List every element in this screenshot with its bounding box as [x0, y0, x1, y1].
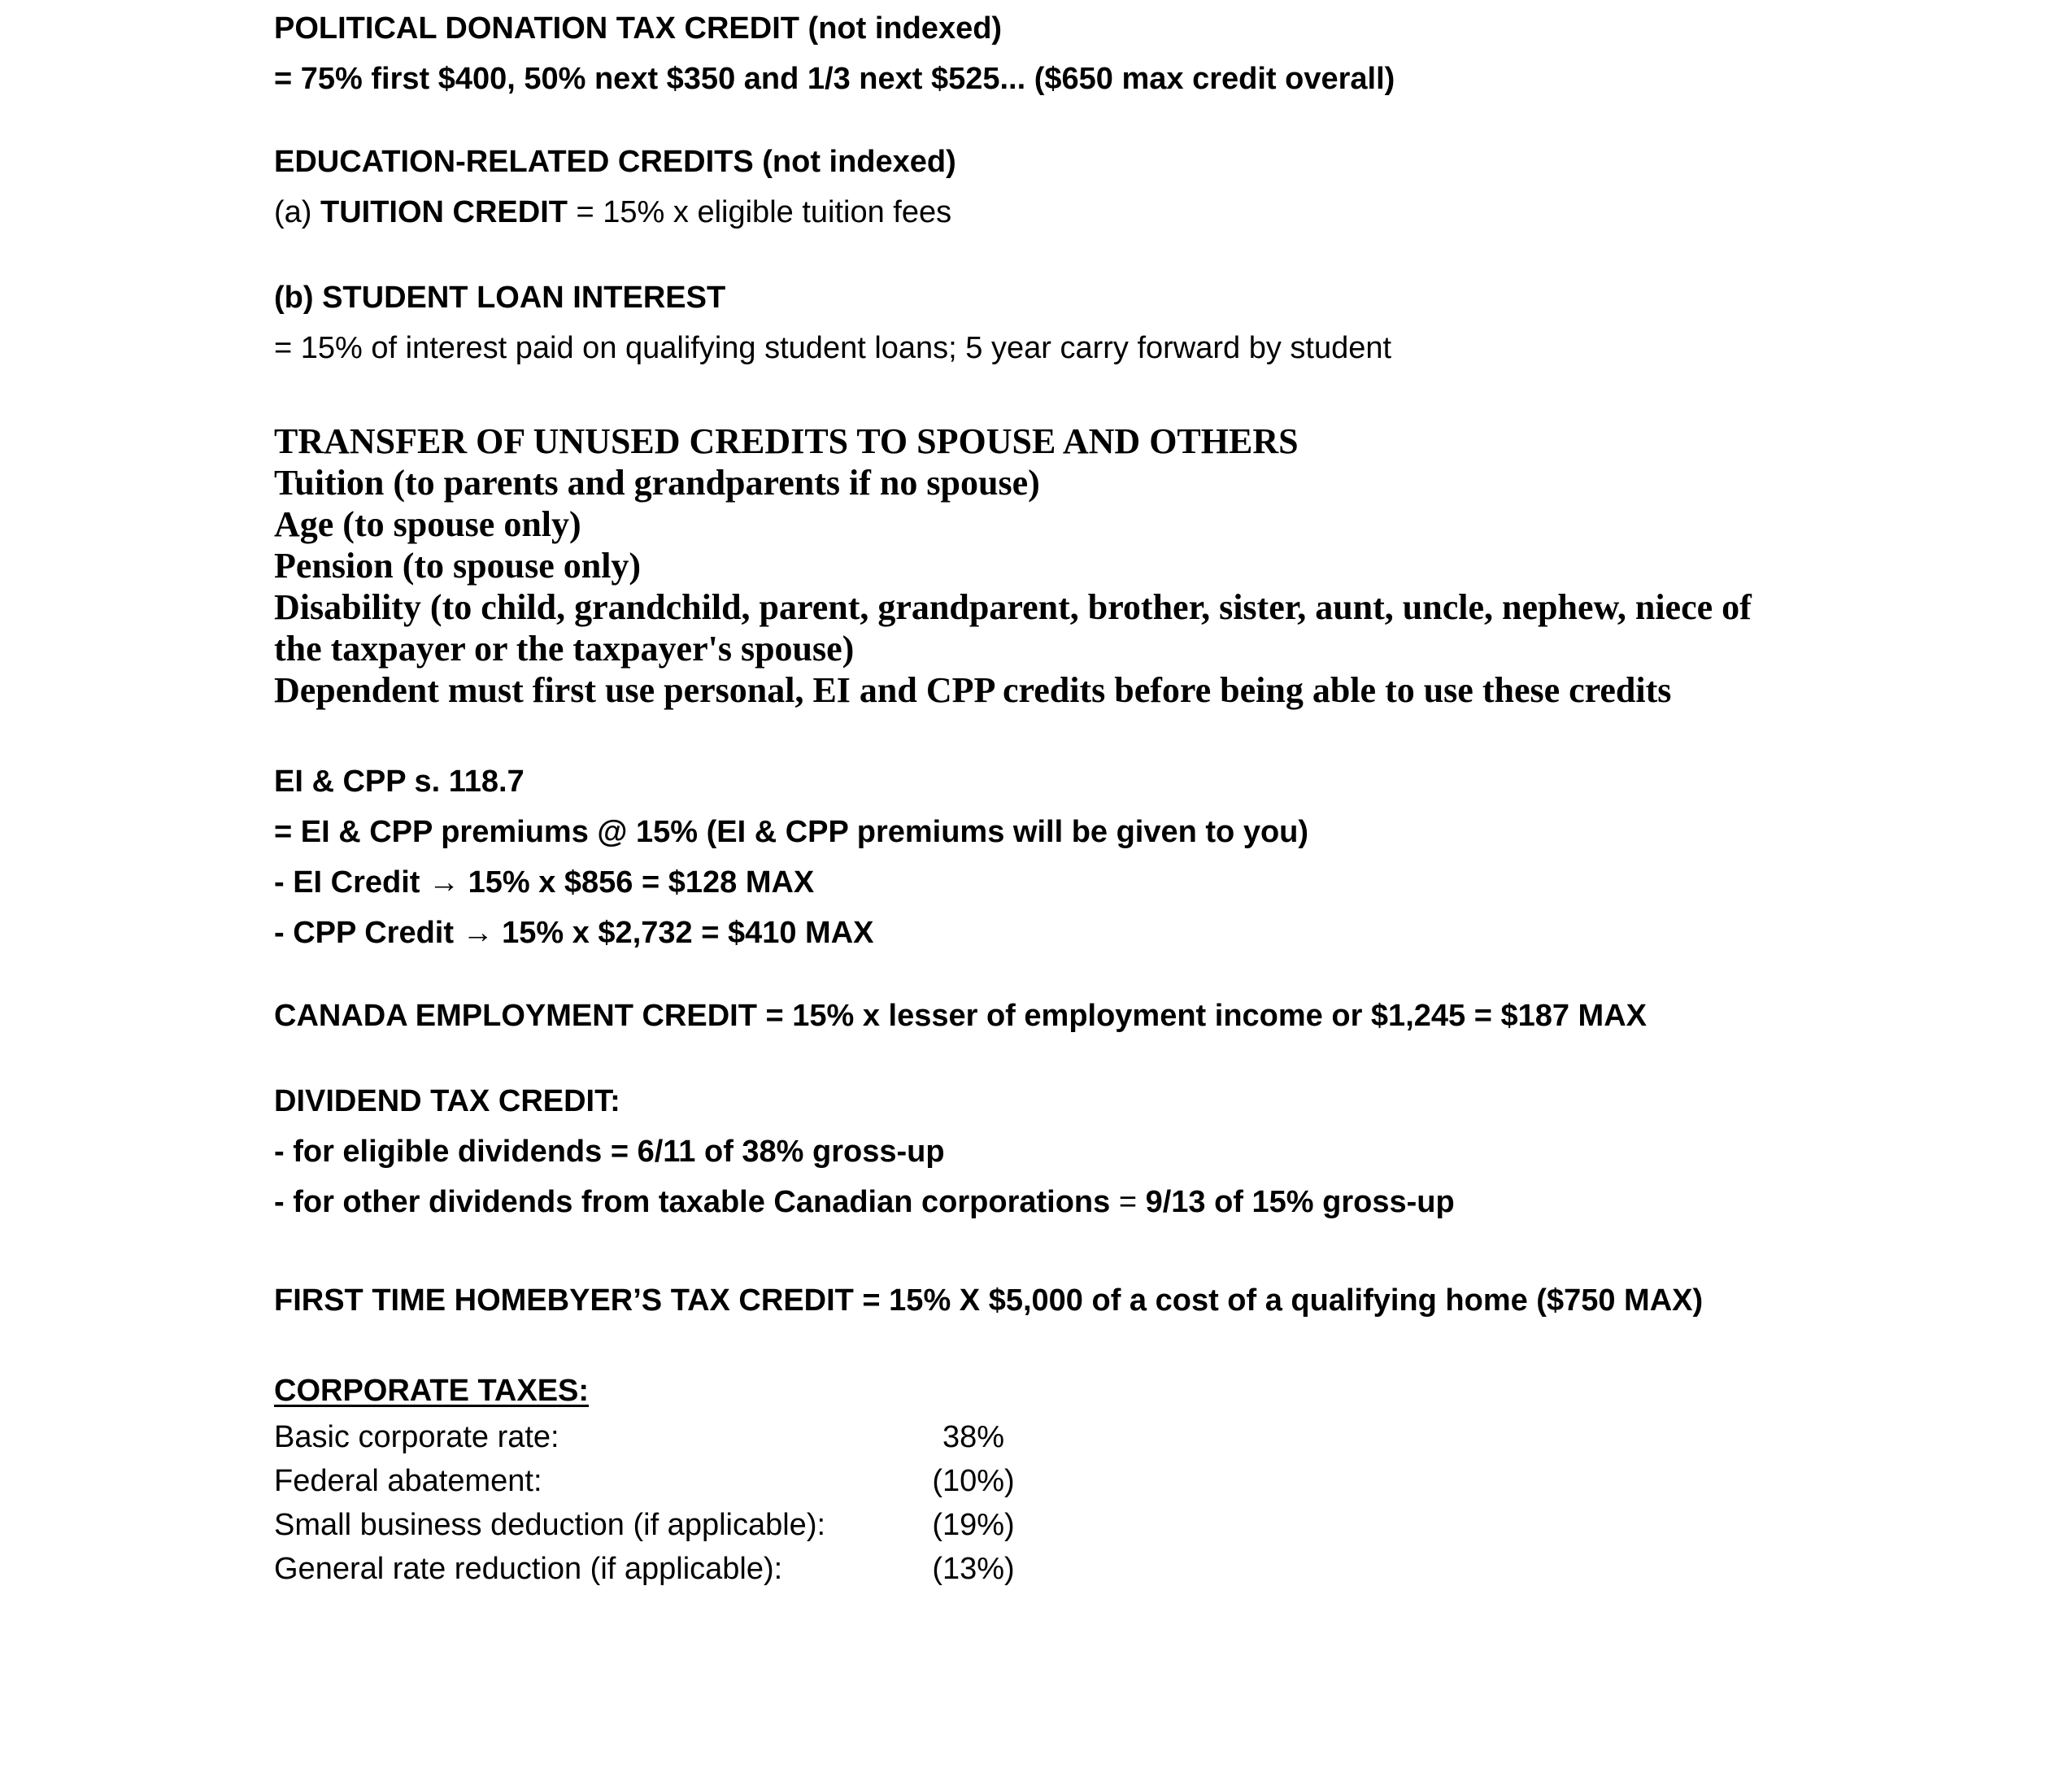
dividend-other-line — [274, 1177, 1455, 1227]
tuition-credit-line — [274, 187, 956, 237]
political-donation-title: POLITICAL DONATION TAX CREDIT (not indexed) — [274, 11, 1003, 46]
student-loan-section — [274, 272, 1391, 373]
education-credits-section — [274, 137, 956, 237]
dividend-other-value: 9/13 of 15% gross-up — [1145, 1185, 1455, 1219]
tuition-credit-label: TUITION CREDIT — [320, 195, 568, 229]
corporate-row — [274, 1459, 1015, 1503]
education-credits-title: EDUCATION-RELATED CREDITS (not indexed) — [274, 145, 956, 179]
political-donation-detail: = 75% first $400, 50% next $350 and 1/3 next $525... ($650 max credit overall) — [274, 62, 1395, 96]
student-loan-detail: = 15% of interest paid on qualifying student loans; 5 year carry forward by student — [274, 331, 1392, 365]
corporate-row-label: Basic corporate rate: — [274, 1420, 559, 1454]
dividend-credit-title: DIVIDEND TAX CREDIT: — [274, 1084, 620, 1118]
corporate-row-value: (13%) — [932, 1552, 1015, 1586]
transfer-line-disability: Disability (to child, grandchild, parent, grandparent, brother, sister, aunt, uncle, nephew, niece of — [274, 587, 1752, 627]
corporate-taxes-heading: CORPORATE TAXES: — [274, 1374, 590, 1408]
transfer-title: TRANSFER OF UNUSED CREDITS TO SPOUSE AND OTHERS — [274, 421, 1299, 461]
ei-cpp-premiums: = EI & CPP premiums @ 15% (EI & CPP premiums will be given to you) — [274, 815, 1309, 849]
tuition-credit-prefix: (a) — [274, 195, 320, 229]
corporate-taxes-section — [274, 1366, 1015, 1591]
cpp-credit-line: - CPP Credit → 15% x $2,732 = $410 MAX — [274, 916, 874, 950]
transfer-line-dependent: Dependent must first use personal, EI and CPP credits before being able to use these credits — [274, 670, 1672, 710]
student-loan-title: (b) STUDENT LOAN INTEREST — [274, 281, 726, 315]
ei-credit-line: - EI Credit → 15% x $856 = $128 MAX — [274, 865, 815, 900]
political-donation-section — [274, 3, 1395, 104]
corporate-row-value: (19%) — [932, 1508, 1015, 1542]
dividend-eligible-line: - for eligible dividends = 6/11 of 38% gross-up — [274, 1135, 945, 1169]
corporate-row-label: General rate reduction (if applicable): — [274, 1552, 783, 1586]
transfer-line-pension: Pension (to spouse only) — [274, 546, 642, 586]
employment-credit-section — [274, 991, 1647, 1041]
corporate-row-label: Federal abatement: — [274, 1464, 542, 1498]
employment-credit-text: CANADA EMPLOYMENT CREDIT = 15% x lesser of employment income or $1,245 = $187 MAX — [274, 999, 1647, 1033]
ei-cpp-section — [274, 756, 1308, 958]
transfer-line-age: Age (to spouse only) — [274, 504, 581, 544]
transfer-line-tuition: Tuition (to parents and grandparents if no spouse) — [274, 463, 1040, 503]
homebuyer-credit-text: FIRST TIME HOMEBYER’S TAX CREDIT = 15% X $5,000 of a cost of a qualifying home ($750 MAX) — [274, 1283, 1704, 1318]
corporate-row-label: Small business deduction (if applicable): — [274, 1508, 826, 1542]
dividend-credit-section — [274, 1076, 1455, 1227]
dividend-other-prefix: - for other dividends from taxable Canadian corporations — [274, 1185, 1119, 1219]
corporate-row — [274, 1415, 1005, 1459]
corporate-row-value: 38% — [942, 1420, 1005, 1454]
corporate-row-value: (10%) — [932, 1464, 1015, 1498]
tuition-credit-text: = 15% x eligible tuition fees — [567, 195, 952, 229]
dividend-other-eq: = — [1118, 1185, 1146, 1219]
transfer-line-disability-cont: the taxpayer or the taxpayer's spouse) — [274, 629, 855, 669]
ei-cpp-title: EI & CPP s. 118.7 — [274, 765, 525, 799]
corporate-row — [274, 1547, 1015, 1591]
homebuyer-credit-section — [274, 1275, 1703, 1326]
transfer-credits-section — [274, 420, 1752, 711]
corporate-row — [274, 1503, 1015, 1547]
